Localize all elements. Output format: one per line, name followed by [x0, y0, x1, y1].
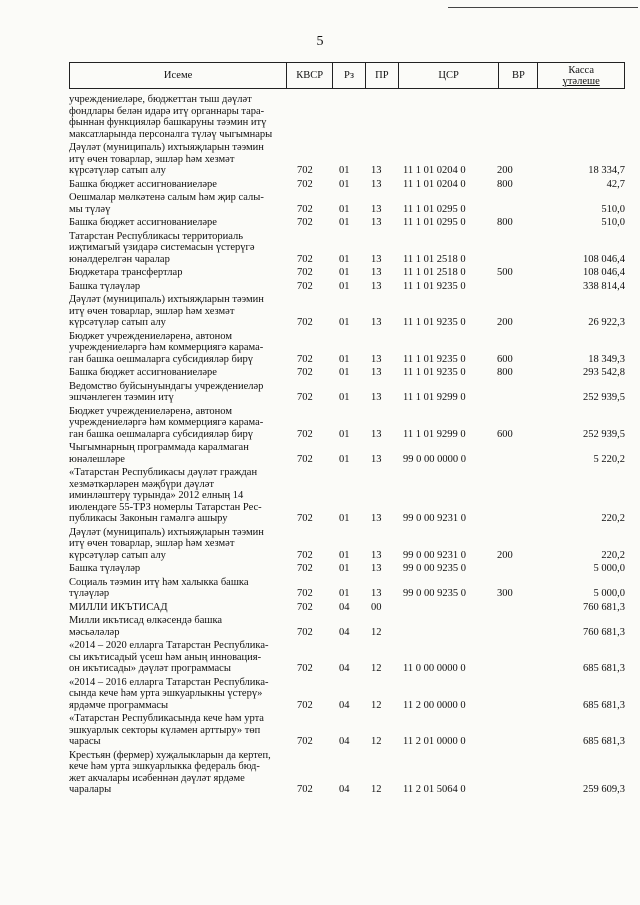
cell-kvsr: 702 — [297, 588, 313, 599]
cell-rz: 01 — [339, 353, 350, 365]
table-row — [69, 577, 625, 600]
header-vr: ВР — [499, 63, 538, 88]
row-name-line: Дәүләт (муниципаль) ихтыяҗларын тәэмин — [69, 526, 264, 538]
cell-csr: 11 2 01 5064 0 — [403, 784, 466, 795]
cell-pr: 13 — [371, 392, 382, 403]
row-name-line: күрсәтүләр сатып алу — [69, 317, 166, 328]
row-name-line: Крестьян (фермер) хуҗалыкларын да кертеп, — [69, 749, 271, 761]
row-name — [69, 179, 281, 191]
row-name — [69, 367, 281, 379]
row-name — [69, 563, 281, 575]
cell-pr: 00 — [371, 601, 382, 613]
table-row — [69, 713, 625, 748]
table-row — [69, 602, 625, 614]
cell-pr: 13 — [371, 563, 382, 574]
cell-pr: 13 — [371, 280, 382, 292]
row-name-line: фондлары белән идарә итү органнары тара- — [69, 105, 265, 117]
row-name-line: учреждениеләре, бюджеттан тыш дәүләт — [69, 94, 252, 105]
row-name-line: хезмәткәрләрен мәҗбүри дәүләт — [69, 478, 214, 490]
cell-kvsr: 702 — [297, 453, 313, 465]
cell-csr: 11 1 01 9235 0 — [403, 317, 466, 328]
row-name — [69, 294, 281, 329]
header-rz: Рз — [333, 63, 366, 88]
cell-sum: 760 681,3 — [583, 601, 625, 613]
row-name-line: МИЛЛИ ИКЪТИСАД — [69, 601, 168, 613]
table-header — [69, 62, 625, 89]
header-kassa-line2: үтәлеше — [562, 75, 600, 87]
cell-csr: 11 1 01 9299 0 — [403, 428, 466, 440]
row-name-line: эшкуарлык секторы күләмен арттыру» төп — [69, 724, 261, 736]
cell-vr: 200 — [497, 549, 513, 561]
cell-rz: 01 — [339, 267, 350, 278]
cell-csr: 11 1 01 2518 0 — [403, 253, 466, 265]
cell-pr: 13 — [371, 367, 382, 378]
table-row — [69, 563, 625, 575]
header-kvsr: КВСР — [287, 63, 333, 88]
row-name-line: күрсәтүләр сатып алу — [69, 165, 166, 176]
row-name-line: жет акчалары исәбеннән дәүләт ярдәме — [69, 772, 245, 784]
row-name — [69, 750, 281, 796]
cell-csr: 11 1 01 2518 0 — [403, 267, 466, 278]
cell-csr: 11 1 01 9235 0 — [403, 280, 466, 292]
row-name-line: ган башка оешмаларга субсидияләр бирү — [69, 353, 254, 365]
cell-sum: 5 000,0 — [593, 563, 625, 574]
row-name — [69, 442, 281, 465]
row-name-line: чаралары — [69, 784, 112, 795]
table-row — [69, 442, 625, 465]
cell-sum: 5 220,2 — [593, 453, 625, 465]
row-name — [69, 577, 281, 600]
cell-rz: 01 — [339, 178, 350, 190]
row-name — [69, 281, 281, 293]
cell-rz: 04 — [339, 784, 350, 795]
row-name-line: Башка бюджет ассигнованиеләре — [69, 178, 217, 190]
cell-kvsr: 702 — [297, 428, 313, 440]
cell-vr: 600 — [497, 353, 513, 365]
row-name-line: Милли икътисад өлкәсендә башка — [69, 615, 223, 626]
row-name-line: максатларында персоналга түләү чыгымнары — [69, 128, 273, 140]
row-name — [69, 406, 281, 441]
cell-rz: 04 — [339, 663, 350, 674]
cell-sum: 338 814,4 — [583, 280, 625, 292]
cell-rz: 01 — [339, 549, 350, 561]
row-name-line: Башка бюджет ассигнованиеләре — [69, 217, 217, 228]
row-name-line: Оешмалар мөлкәтенә салым һәм җир салы- — [69, 192, 264, 203]
cell-sum: 18 334,7 — [588, 165, 625, 176]
cell-pr: 13 — [371, 453, 382, 465]
cell-rz: 01 — [339, 428, 350, 440]
cell-csr: 99 0 00 9235 0 — [403, 563, 466, 574]
row-name-line: юнәлдерелгән чаралар — [69, 253, 170, 265]
row-name-line: учреждениеләргә һәм коммерциягә карама- — [69, 417, 264, 428]
row-name-line: түләүләр — [69, 588, 110, 599]
row-name-line: Дәүләт (муниципаль) ихтыяҗларын тәэмин — [69, 294, 264, 305]
row-name-line: Татарстан Республикасы территориаль — [69, 230, 244, 242]
row-name-line: Ведомство буйсынуындагы учреждениеләр — [69, 380, 264, 392]
table-row — [69, 142, 625, 177]
row-name-line: сы икътисадый үсеш һәм аның инновация- — [69, 651, 262, 663]
row-name — [69, 527, 281, 562]
table-row — [69, 527, 625, 562]
cell-kvsr: 702 — [297, 367, 313, 378]
cell-kvsr: 702 — [297, 699, 313, 711]
cell-sum: 220,2 — [601, 513, 625, 524]
cell-kvsr: 702 — [297, 736, 313, 747]
cell-csr: 11 2 00 0000 0 — [403, 699, 466, 711]
cell-pr: 13 — [371, 317, 382, 328]
cell-kvsr: 702 — [297, 784, 313, 795]
cell-pr: 13 — [371, 588, 382, 599]
cell-kvsr: 702 — [297, 165, 313, 176]
cell-rz: 01 — [339, 453, 350, 465]
row-name-line: ярдәмче программасы — [69, 699, 169, 711]
cell-pr: 13 — [371, 217, 382, 228]
cell-sum: 252 939,5 — [583, 428, 625, 440]
cell-csr: 11 1 01 0295 0 — [403, 203, 466, 215]
row-name — [69, 713, 281, 748]
cell-sum: 259 609,3 — [583, 784, 625, 795]
cell-sum: 42,7 — [606, 178, 625, 190]
cell-csr: 99 0 00 9231 0 — [403, 513, 466, 524]
cell-sum: 108 046,4 — [583, 253, 625, 265]
table-row — [69, 640, 625, 675]
row-name-line: учреждениеләргә һәм коммерциягә карама- — [69, 342, 264, 353]
table-row — [69, 367, 625, 379]
row-name-line: юнәлешләре — [69, 453, 125, 465]
cell-sum: 685 681,3 — [583, 736, 625, 747]
cell-csr: 99 0 00 9235 0 — [403, 588, 466, 599]
cell-pr: 13 — [371, 253, 382, 265]
row-name-line: күрсәтүләр сатып алу — [69, 549, 166, 561]
cell-csr: 11 1 01 9235 0 — [403, 353, 466, 365]
cell-csr: 11 1 01 0204 0 — [403, 165, 466, 176]
table-row — [69, 331, 625, 366]
row-name — [69, 331, 281, 366]
row-name — [69, 192, 281, 215]
cell-sum: 685 681,3 — [583, 663, 625, 674]
row-name-line: Бюджетара трансфертлар — [69, 267, 183, 278]
row-name-line: иҗтимагый үзидарә системасын үстерүгә — [69, 242, 255, 253]
row-name-line: сында кече һәм урта эшкуарлыкны үстерү» — [69, 688, 263, 699]
cell-rz: 04 — [339, 699, 350, 711]
row-name — [69, 381, 281, 404]
cell-rz: 01 — [339, 280, 350, 292]
cell-rz: 04 — [339, 736, 350, 747]
table-row — [69, 406, 625, 441]
row-name-line: Чыгымнарның программада каралмаган — [69, 442, 249, 453]
cell-pr: 13 — [371, 203, 382, 215]
header-name: Исеме — [70, 63, 287, 88]
cell-csr: 11 1 01 9299 0 — [403, 392, 466, 403]
row-name — [69, 615, 281, 638]
table-row — [69, 179, 625, 191]
table-row — [69, 217, 625, 229]
row-name-line: он икътисады» дәүләт программасы — [69, 663, 231, 674]
cell-rz: 01 — [339, 392, 350, 403]
cell-kvsr: 702 — [297, 601, 313, 613]
row-name-line: Дәүләт (муниципаль) ихтыяҗларын тәэмин — [69, 142, 264, 153]
table-row — [69, 294, 625, 329]
cell-sum: 510,0 — [601, 203, 625, 215]
top-rule — [448, 7, 638, 8]
cell-kvsr: 702 — [297, 178, 313, 190]
row-name-line: мы түләү — [69, 203, 111, 215]
cell-sum: 18 349,3 — [588, 353, 625, 365]
cell-rz: 01 — [339, 253, 350, 265]
row-name-line: чарасы — [69, 736, 101, 747]
cell-vr: 600 — [497, 428, 513, 440]
cell-sum: 293 542,8 — [583, 367, 625, 378]
cell-pr: 12 — [371, 663, 382, 674]
row-name-line: фыннан функцияләр башкаруны тәэмин итү — [69, 117, 267, 128]
cell-vr: 200 — [497, 165, 513, 176]
row-name-line: Башка түләүләр — [69, 563, 141, 574]
cell-pr: 13 — [371, 549, 382, 561]
row-name-line: «2014 – 2016 елларга Татарстан Республика- — [69, 676, 269, 688]
row-name — [69, 142, 281, 177]
cell-pr: 12 — [371, 699, 382, 711]
table-row — [69, 267, 625, 279]
cell-pr: 13 — [371, 513, 382, 524]
row-name-line: публикасы Законын гамәлгә ашыру — [69, 513, 228, 524]
cell-kvsr: 702 — [297, 203, 313, 215]
cell-rz: 01 — [339, 367, 350, 378]
header-csr: ЦСР — [399, 63, 500, 88]
cell-kvsr: 702 — [297, 267, 313, 278]
row-name-line: мәсьәләләр — [69, 626, 120, 638]
cell-pr: 12 — [371, 736, 382, 747]
row-name-line: «Татарстан Республикасы дәүләт граждан — [69, 467, 258, 478]
cell-rz: 01 — [339, 317, 350, 328]
cell-rz: 01 — [339, 513, 350, 524]
cell-vr: 800 — [497, 178, 513, 190]
cell-kvsr: 702 — [297, 663, 313, 674]
cell-kvsr: 702 — [297, 563, 313, 574]
cell-csr: 11 2 01 0000 0 — [403, 736, 466, 747]
cell-sum: 760 681,3 — [583, 626, 625, 638]
cell-sum: 220,2 — [601, 549, 625, 561]
cell-csr: 11 1 01 0204 0 — [403, 178, 466, 190]
row-name-line: «Татарстан Республикасында кече һәм урта — [69, 713, 264, 724]
row-name — [69, 640, 281, 675]
cell-pr: 13 — [371, 178, 382, 190]
cell-vr: 500 — [497, 267, 513, 278]
cell-rz: 01 — [339, 165, 350, 176]
cell-rz: 01 — [339, 203, 350, 215]
table-row — [69, 615, 625, 638]
row-name-line: Башка бюджет ассигнованиеләре — [69, 367, 217, 378]
row-name — [69, 267, 281, 279]
cell-kvsr: 702 — [297, 280, 313, 292]
cell-sum: 685 681,3 — [583, 699, 625, 711]
cell-vr: 200 — [497, 317, 513, 328]
page-number: 5 — [316, 34, 324, 49]
row-name — [69, 467, 281, 525]
cell-pr: 12 — [371, 784, 382, 795]
table-row — [69, 231, 625, 266]
cell-rz: 01 — [339, 588, 350, 599]
row-name-line: июлендәге 55-ТРЗ номерлы Татарстан Рес- — [69, 501, 262, 513]
table-row — [69, 192, 625, 215]
cell-pr: 13 — [371, 267, 382, 278]
table-row — [69, 750, 625, 796]
header-kassa — [538, 63, 624, 88]
cell-kvsr: 702 — [297, 253, 313, 265]
cell-kvsr: 702 — [297, 626, 313, 638]
cell-csr: 11 1 01 0295 0 — [403, 217, 466, 228]
header-pr: ПР — [366, 63, 399, 88]
table-row — [69, 677, 625, 712]
cell-kvsr: 702 — [297, 317, 313, 328]
cell-pr: 13 — [371, 165, 382, 176]
row-name — [69, 217, 281, 229]
cell-sum: 5 000,0 — [593, 588, 625, 599]
row-name-line: «2014 – 2020 елларга Татарстан Республика- — [69, 640, 269, 651]
row-name-line: Социаль тәэмин итү һәм халыкка башка — [69, 576, 249, 588]
cell-pr: 13 — [371, 428, 382, 440]
cell-kvsr: 702 — [297, 549, 313, 561]
cell-rz: 01 — [339, 217, 350, 228]
table-row — [69, 94, 625, 140]
cell-kvsr: 702 — [297, 513, 313, 524]
cell-vr: 800 — [497, 217, 513, 228]
row-name-line: кече һәм урта эшкуарлыкка федераль бюд- — [69, 761, 260, 772]
row-name-line: иминләштерү турында» 2012 елның 14 — [69, 490, 244, 501]
row-name-line: Бюджет учреждениеләренә, автоном — [69, 405, 232, 417]
cell-kvsr: 702 — [297, 392, 313, 403]
row-name — [69, 677, 281, 712]
table-row — [69, 381, 625, 404]
cell-csr: 99 0 00 9231 0 — [403, 549, 466, 561]
row-name-line: Бюджет учреждениеләренә, автоном — [69, 330, 232, 342]
cell-vr: 800 — [497, 367, 513, 378]
row-name-line: ган башка оешмаларга субсидияләр бирү — [69, 428, 254, 440]
cell-csr: 11 0 00 0000 0 — [403, 663, 466, 674]
cell-kvsr: 702 — [297, 353, 313, 365]
row-name — [69, 602, 281, 614]
table-body — [69, 92, 625, 796]
row-name-line: Башка түләүләр — [69, 280, 141, 292]
cell-kvsr: 702 — [297, 217, 313, 228]
cell-rz: 04 — [339, 626, 350, 638]
row-name — [69, 231, 281, 266]
table-row — [69, 467, 625, 525]
row-name-line: эшчәнлеген тәэмин итү — [69, 392, 174, 403]
cell-vr: 300 — [497, 588, 513, 599]
cell-rz: 01 — [339, 563, 350, 574]
cell-csr: 99 0 00 0000 0 — [403, 453, 466, 465]
table-row — [69, 281, 625, 293]
row-name-line: итү өчен товарлар, эшләр һәм хезмәт — [69, 153, 235, 165]
cell-pr: 12 — [371, 626, 382, 638]
cell-rz: 04 — [339, 601, 350, 613]
cell-sum: 26 922,3 — [588, 317, 625, 328]
cell-sum: 108 046,4 — [583, 267, 625, 278]
header-kassa-line1: Касса — [568, 64, 594, 76]
cell-pr: 13 — [371, 353, 382, 365]
row-name-line: итү өчен товарлар, эшләр һәм хезмәт — [69, 538, 235, 549]
cell-csr: 11 1 01 9235 0 — [403, 367, 466, 378]
row-name-line: итү өчен товарлар, эшләр һәм хезмәт — [69, 305, 235, 317]
cell-sum: 252 939,5 — [583, 392, 625, 403]
cell-sum: 510,0 — [601, 217, 625, 228]
row-name — [69, 94, 281, 140]
